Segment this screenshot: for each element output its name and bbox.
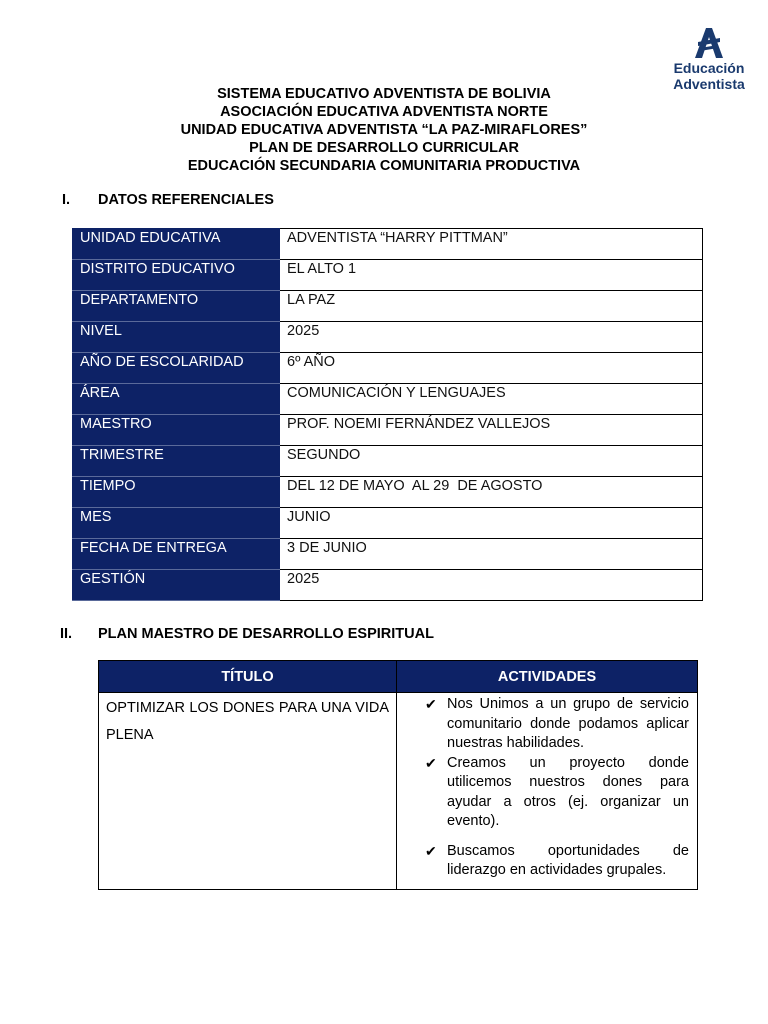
- table-row: [73, 446, 703, 477]
- plan-espiritual-table: [98, 660, 698, 890]
- table-row: [73, 539, 703, 570]
- row-value: ADVENTISTA “HARRY PITTMAN”: [280, 229, 703, 260]
- checkmark-icon: ✔: [425, 696, 437, 712]
- activity-item: [425, 754, 689, 832]
- row-label: ÁREA: [73, 384, 280, 415]
- table-row: [73, 384, 703, 415]
- table-row: [73, 477, 703, 508]
- table-row: [73, 322, 703, 353]
- row-label: MAESTRO: [73, 415, 280, 446]
- activity-text: Nos Unimos a un grupo de servicio comunitario donde podamos aplicar nuestras habilidades.: [447, 696, 689, 751]
- table-row: [73, 229, 703, 260]
- checkmark-icon: ✔: [425, 754, 437, 771]
- table-header-row: [99, 661, 698, 693]
- logo-text-line2: Adventista: [673, 76, 745, 92]
- section-1-heading: [62, 192, 274, 208]
- row-value: LA PAZ: [280, 291, 703, 322]
- row-value: SEGUNDO: [280, 446, 703, 477]
- activities-cell: [397, 693, 698, 890]
- activity-item: [425, 695, 689, 754]
- row-value: 2025: [280, 322, 703, 353]
- plan-titulo: OPTIMIZAR LOS DONES PARA UNA VIDA PLENA: [99, 693, 397, 890]
- header-line-4: PLAN DE DESARROLLO CURRICULAR: [249, 140, 519, 156]
- row-value: 6º AÑO: [280, 353, 703, 384]
- activity-text: Buscamos oportunidades de liderazgo en actividades grupales.: [447, 842, 689, 878]
- row-label: FECHA DE ENTREGA: [73, 539, 280, 570]
- logo-text-line1: Educación: [673, 60, 745, 76]
- document-header: [0, 85, 768, 175]
- row-label: GESTIÓN: [73, 570, 280, 601]
- row-value: 3 DE JUNIO: [280, 539, 703, 570]
- row-label: AÑO DE ESCOLARIDAD: [73, 353, 280, 384]
- table-row: [73, 415, 703, 446]
- table-row: [73, 260, 703, 291]
- row-label: UNIDAD EDUCATIVA: [73, 229, 280, 260]
- row-value: DEL 12 DE MAYO AL 29 DE AGOSTO: [280, 477, 703, 508]
- row-value: JUNIO: [280, 508, 703, 539]
- section-2-title: PLAN MAESTRO DE DESARROLLO ESPIRITUAL: [98, 626, 434, 642]
- educacion-adventista-logo: [664, 26, 754, 92]
- section-2-heading: [60, 626, 434, 642]
- header-line-2: ASOCIACIÓN EDUCATIVA ADVENTISTA NORTE: [220, 104, 548, 120]
- header-line-1: SISTEMA EDUCATIVO ADVENTISTA DE BOLIVIA: [217, 86, 551, 102]
- section-1-title: DATOS REFERENCIALES: [98, 192, 274, 208]
- table-row: [73, 353, 703, 384]
- row-value: EL ALTO 1: [280, 260, 703, 291]
- column-header-actividades: ACTIVIDADES: [397, 661, 698, 693]
- row-label: DISTRITO EDUCATIVO: [73, 260, 280, 291]
- header-line-5: EDUCACIÓN SECUNDARIA COMUNITARIA PRODUCTIVA: [187, 158, 581, 174]
- header-line-3: UNIDAD EDUCATIVA ADVENTISTA “LA PAZ-MIRAFLORES”: [180, 122, 588, 138]
- table-row: [73, 291, 703, 322]
- checkmark-icon: ✔: [425, 842, 437, 859]
- activity-item: [425, 842, 689, 881]
- row-label: DEPARTAMENTO: [73, 291, 280, 322]
- row-label: NIVEL: [73, 322, 280, 353]
- section-2-number: II.: [60, 626, 73, 642]
- row-label: MES: [73, 508, 280, 539]
- row-value: COMUNICACIÓN Y LENGUAJES: [280, 384, 703, 415]
- row-value: 2025: [280, 570, 703, 601]
- adventista-a-icon: [694, 26, 724, 60]
- column-header-titulo: TÍTULO: [99, 661, 397, 693]
- row-label: TIEMPO: [73, 477, 280, 508]
- row-label: TRIMESTRE: [73, 446, 280, 477]
- datos-referenciales-table: [72, 228, 703, 601]
- activity-text: Creamos un proyecto donde utilicemos nuestros dones para ayudar a otros (ej. organizar un evento).: [447, 754, 689, 829]
- table-row: [99, 693, 698, 890]
- table-row: [73, 508, 703, 539]
- table-row: [73, 570, 703, 601]
- row-value: PROF. NOEMI FERNÁNDEZ VALLEJOS: [280, 415, 703, 446]
- section-1-number: I.: [62, 192, 71, 208]
